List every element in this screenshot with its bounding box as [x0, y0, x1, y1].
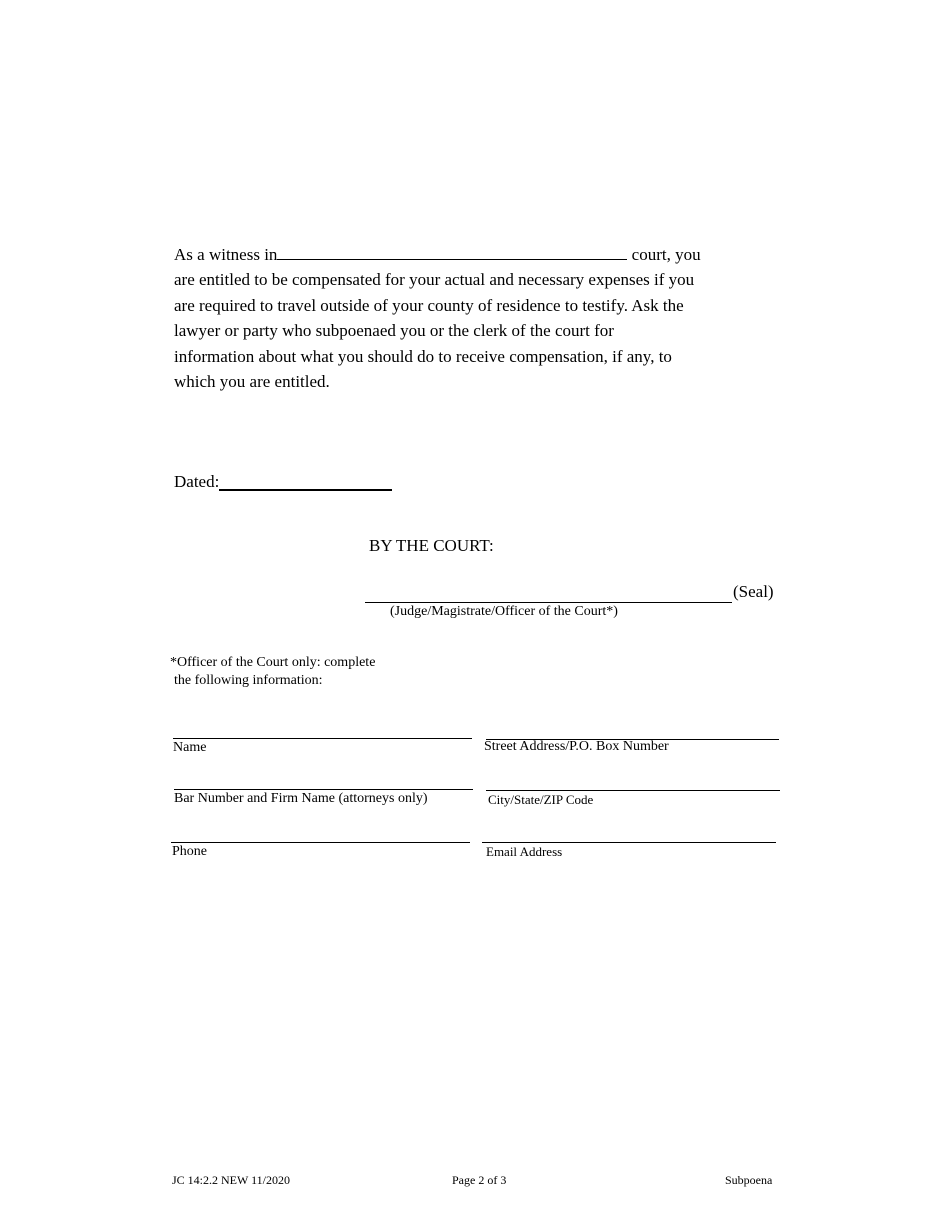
- notice-line-1-end: court, you: [627, 245, 701, 264]
- dated-label: Dated:: [174, 472, 220, 491]
- judge-signature-line[interactable]: [365, 602, 732, 603]
- notice-line-1: [174, 242, 764, 267]
- city-state-zip-label: City/State/ZIP Code: [488, 792, 594, 807]
- signature-caption: (Judge/Magistrate/Officer of the Court*): [390, 604, 618, 619]
- bar-number-label: Bar Number and Firm Name (attorneys only): [174, 791, 428, 806]
- notice-line-2: are entitled to be compensated for your actual and necessary expenses if you: [174, 270, 695, 290]
- notice-line-3: are required to travel outside of your county of residence to testify. Ask the: [174, 295, 684, 315]
- date-blank[interactable]: [219, 471, 392, 491]
- seal-label: (Seal): [733, 582, 774, 601]
- notice-line-5: information about what you should do to receive compensation, if any, to: [174, 346, 672, 366]
- email-field-line[interactable]: [482, 842, 776, 843]
- officer-of-court-note: [170, 654, 375, 690]
- phone-label: Phone: [172, 844, 207, 859]
- phone-field-line[interactable]: [171, 842, 470, 843]
- city-state-zip-field-line[interactable]: [486, 790, 780, 791]
- court-name-blank[interactable]: [277, 245, 627, 260]
- notice-line-1-start: As a witness in: [174, 245, 278, 264]
- footer-form-title: Subpoena: [725, 1173, 773, 1187]
- notice-line-4: lawyer or party who subpoenaed you or the clerk of the court for: [174, 321, 614, 341]
- witness-compensation-notice: [174, 242, 764, 394]
- officer-note-line-1: *Officer of the Court only: complete: [170, 655, 376, 670]
- notice-line-6: which you are entitled.: [174, 372, 330, 392]
- name-label: Name: [173, 740, 207, 755]
- name-field-line[interactable]: [173, 738, 472, 739]
- email-label: Email Address: [486, 844, 563, 859]
- officer-note-line-2: the following information:: [174, 673, 323, 688]
- footer-form-id: JC 14:2.2 NEW 11/2020: [172, 1173, 291, 1187]
- dated-row: [174, 471, 392, 492]
- by-the-court-heading: BY THE COURT:: [369, 536, 494, 555]
- street-address-label: Street Address/P.O. Box Number: [484, 739, 669, 754]
- footer-page-number: Page 2 of 3: [452, 1173, 507, 1187]
- bar-number-field-line[interactable]: [174, 789, 473, 790]
